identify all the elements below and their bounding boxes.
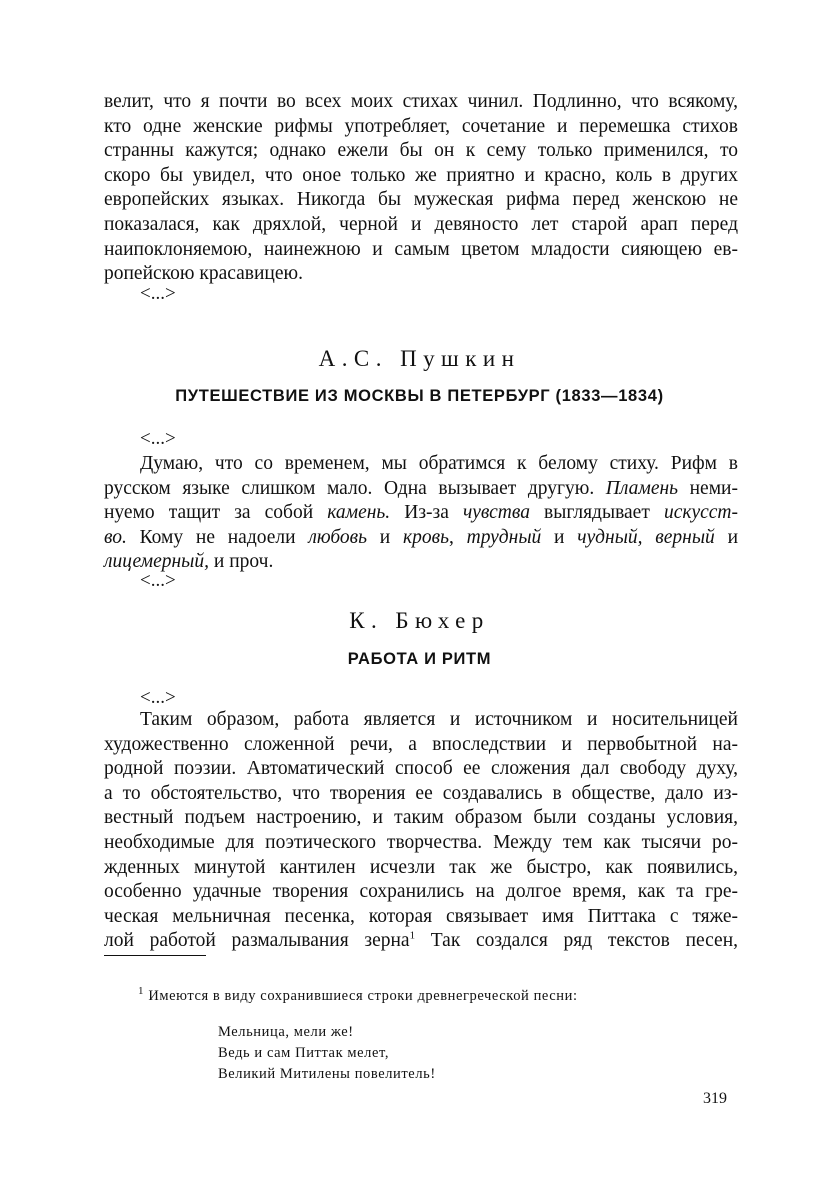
text-line: а то обстоятельство, что творения ее создавались в обществе, дало из- (104, 782, 738, 804)
text-line: наипоклоняемою, наинежною и самым цветом младости сияющею ев- (104, 238, 738, 260)
text-line: ропейскою красавицею. (104, 263, 303, 285)
work-title-bucher: РАБОТА И РИТМ (347, 650, 492, 668)
text-run: и (714, 526, 739, 548)
text-line: показалася, как дряхлой, черной и девяносто лет старой арап перед (104, 213, 738, 235)
text-line: ческая мельничная песенка, которая связывает имя Питтака с тяже- (104, 905, 738, 927)
text-line (104, 501, 738, 526)
text-line: велит, что я почти во всех моих стихах чинил. Подлинно, что всякому, (104, 91, 738, 112)
text-line: особенно удачные творения сохранились на долгое время, как та гре- (104, 881, 738, 903)
footnote-reference: 1 (409, 929, 416, 942)
footnote-marker: 1 (138, 985, 145, 998)
italic-word: чувства (462, 502, 530, 524)
italic-word: чудный, верный (577, 526, 715, 548)
italic-word: Пламень (605, 477, 679, 499)
omission-mark: <...> (140, 570, 176, 591)
author-pushkin: А.С. Пушкин (318, 346, 521, 371)
page-number: 319 (703, 1090, 727, 1107)
verse-line: Ведь и сам Питтак мелет, (218, 1045, 390, 1061)
text-run: выглядывает (529, 502, 664, 524)
text-line: странны кажутся; однако ежели бы он к сему только применился, то (104, 140, 738, 162)
text-line: необходимые для поэтического творчества. Между тем как тысячи ро- (104, 831, 738, 853)
italic-word: кровь (402, 526, 449, 548)
footnote-divider (104, 955, 206, 956)
text-line (104, 477, 738, 502)
verse-line: Великий Митилены повелитель! (218, 1066, 436, 1082)
omission-mark: <...> (140, 283, 176, 304)
text-line (104, 929, 738, 954)
text-run: неми- (678, 477, 738, 499)
text-line: европейских языках. Никогда бы мужеская рифма перед женскою не (104, 189, 738, 211)
pushkin-paragraph (104, 452, 738, 575)
footnote-verse (218, 1022, 436, 1085)
italic-word: лицемерный, (104, 551, 210, 573)
author-bucher: К. Бюхер (349, 608, 490, 633)
text-run: Кому не надоели (126, 526, 309, 548)
text-run: и (367, 526, 403, 548)
work-title-pushkin: ПУТЕШЕСТВИЕ ИЗ МОСКВЫ В ПЕТЕРБУРГ (1833—1834) (175, 387, 664, 405)
text-run: русском языке слишком мало. Одна вызывает другую. (104, 477, 606, 499)
text-line: скоро бы увидел, что оное только же приятно и красно, коль в других (104, 164, 738, 186)
italic-word: любовь (308, 526, 367, 548)
omission-mark: <...> (140, 687, 176, 708)
text-line: родной поэзии. Автоматический способ ее сложения дал свободу духу, (104, 758, 738, 780)
omission-mark: <...> (140, 428, 176, 449)
text-run: Из-за (390, 502, 463, 524)
text-run: Думаю, что со временем, мы обратимся к белому стиху. Рифм в (140, 453, 738, 474)
text-run: нуемо тащит за собой (104, 502, 328, 524)
text-run: Так создался ряд текстов песен, (415, 930, 739, 952)
lomonosov-paragraph (104, 90, 738, 287)
text-line: вестный подъем настроению, и таким образом были созданы условия, (104, 807, 738, 829)
text-line (104, 526, 738, 551)
text-run: , (448, 526, 467, 548)
text-run: и проч. (209, 551, 274, 573)
verse-line: Мельница, мели же! (218, 1024, 354, 1040)
text-run: лой работой размалывания зерна (104, 930, 410, 952)
footnote-body: Имеются в виду сохранившиеся строки древнегреческой песни: (148, 988, 578, 1004)
italic-word: искусст- (663, 502, 739, 524)
text-line: кто одне женские рифмы употребляет, сочетание и перемешка стихов (104, 115, 738, 137)
text-line: художественно сложенной речи, а впоследствии и первобытной на- (104, 733, 738, 755)
text-run: и (541, 526, 578, 548)
text-line: Таким образом, работа является и источником и носительницей (140, 709, 738, 730)
italic-word: во. (104, 526, 127, 548)
text-line (104, 452, 738, 477)
italic-word: камень. (327, 502, 391, 524)
text-line (104, 550, 738, 575)
italic-word: трудный (466, 526, 542, 548)
bucher-paragraph (104, 708, 738, 954)
text-line: жденных минутой кантилен исчезли так же быстро, как появились, (104, 856, 738, 878)
footnote-text (138, 985, 578, 1005)
